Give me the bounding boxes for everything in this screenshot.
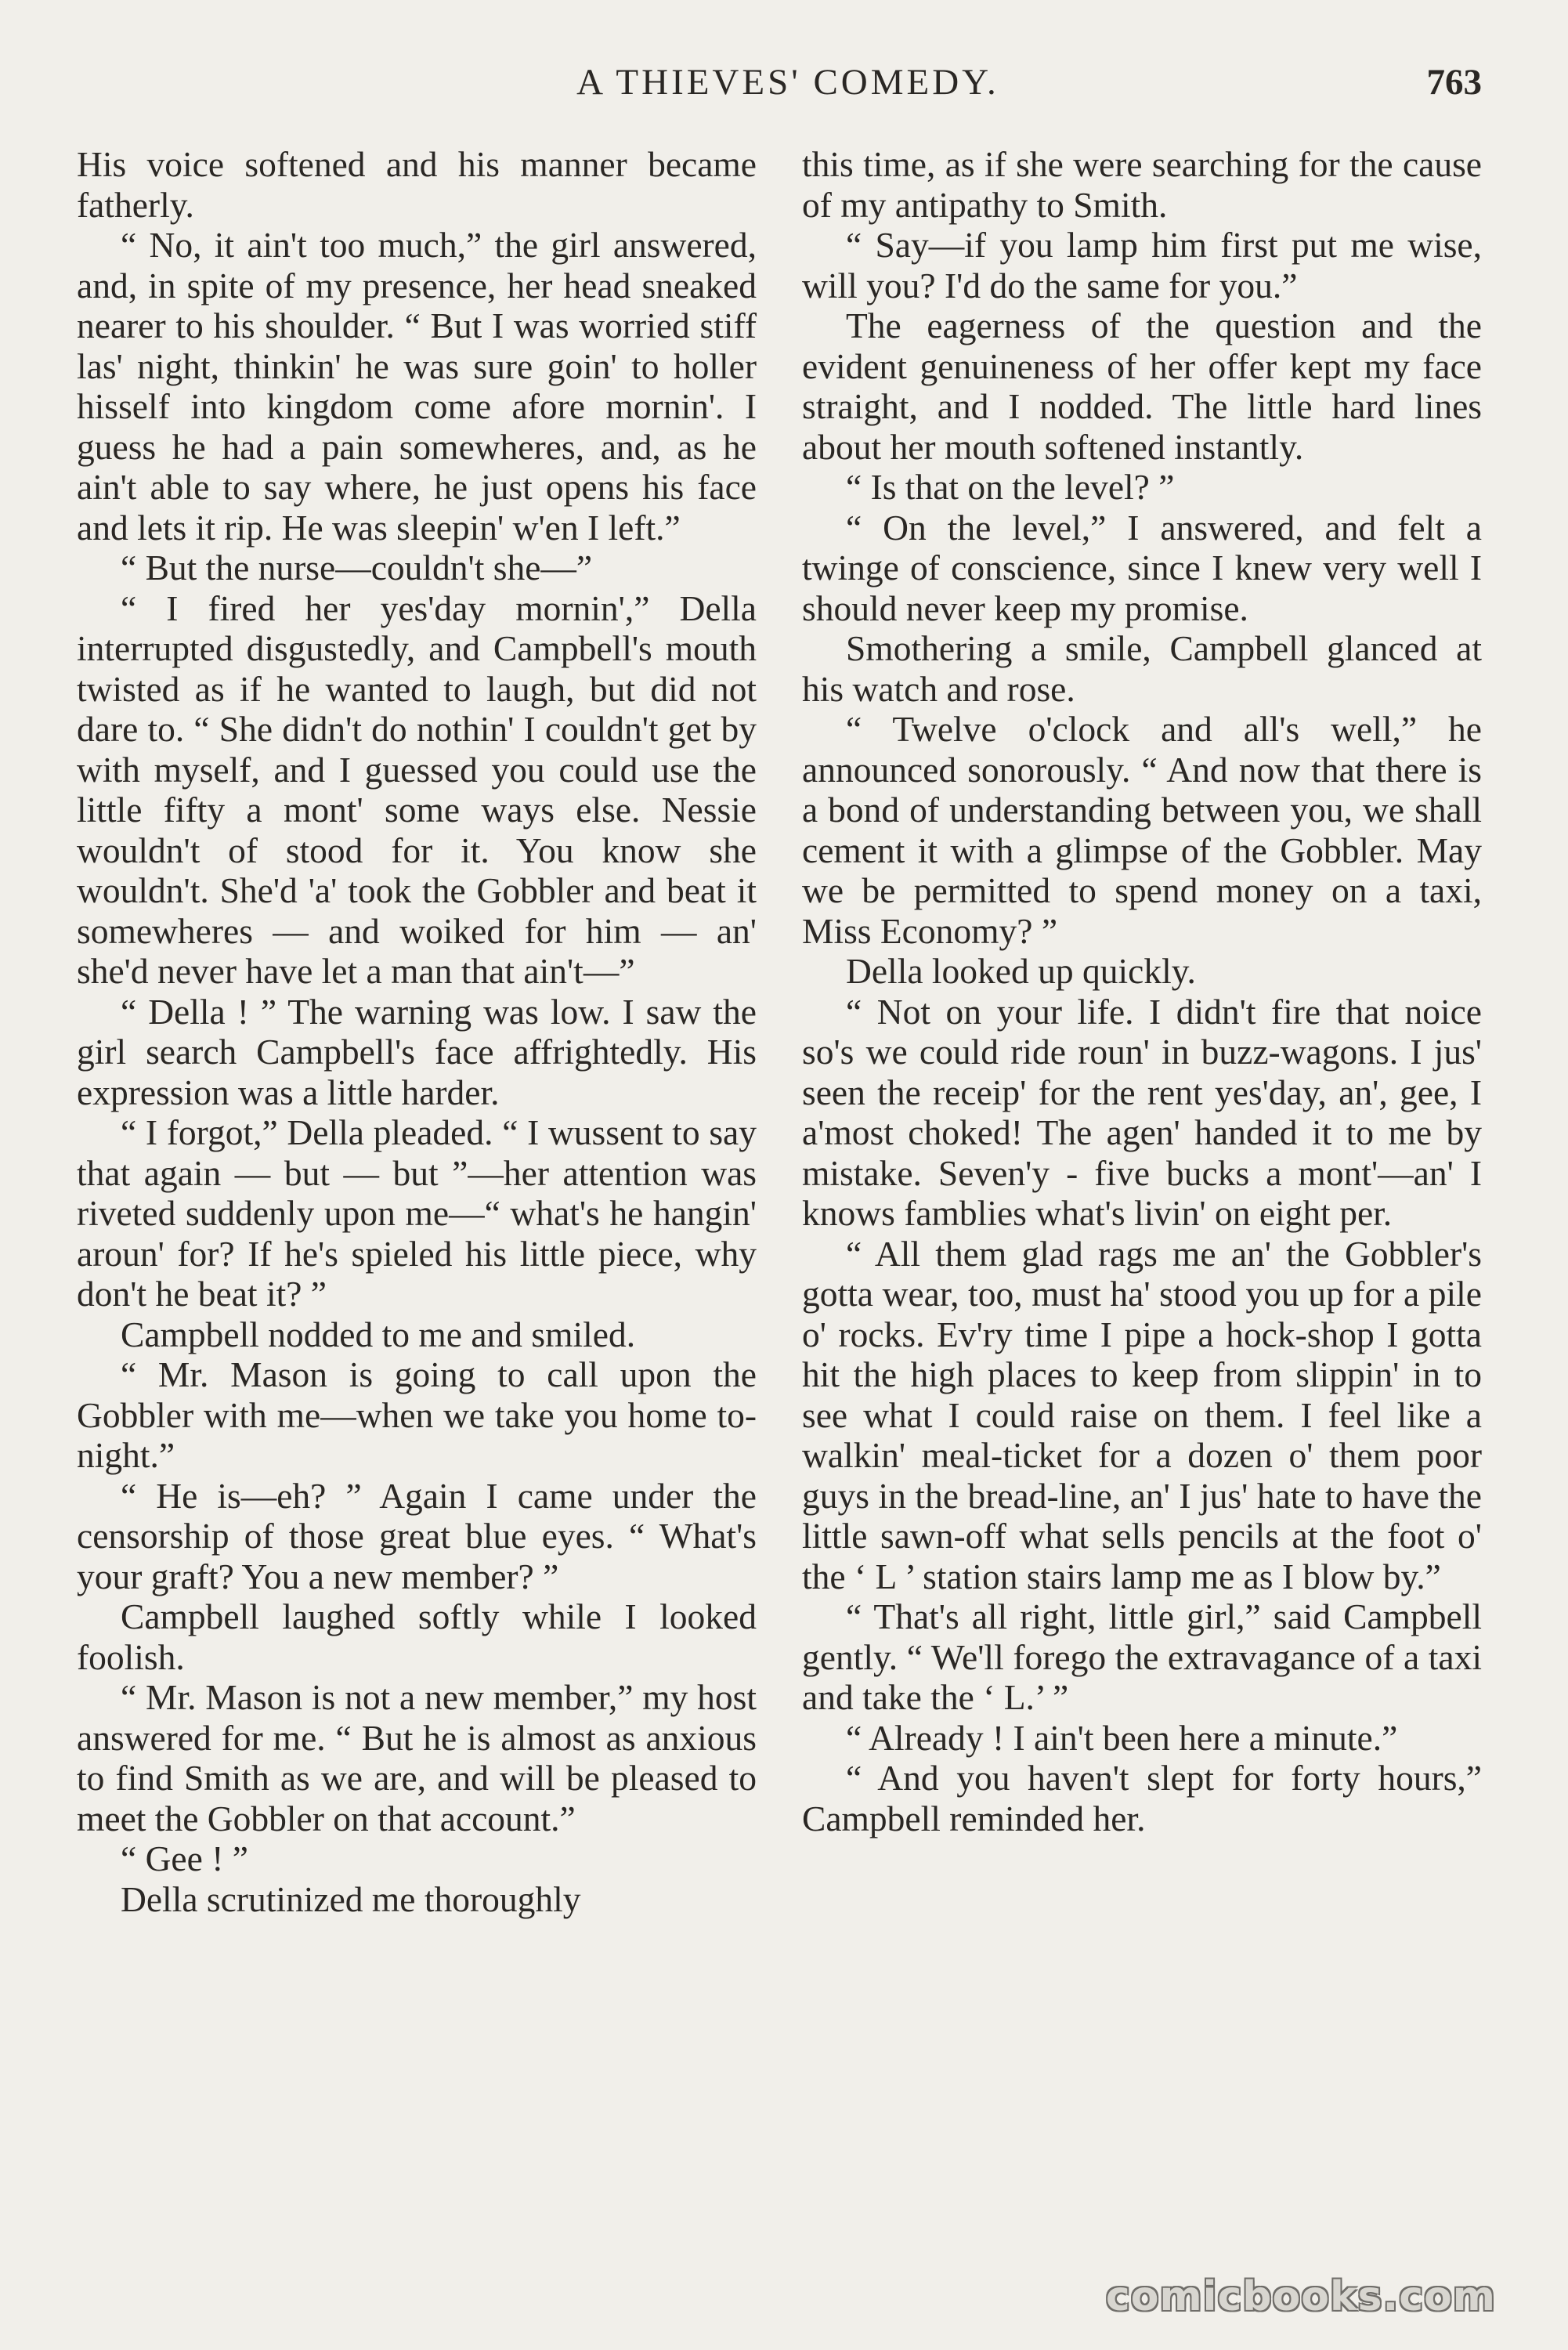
- paragraph: The eagerness of the question and the evident genuineness of her offer kept my face straight, and I nodded. The little hard lines about her mouth softened instantly.: [802, 306, 1482, 467]
- paragraph: “ Della ! ” The warning was low. I saw the girl search Campbell's face affrightedly. His expression was a little harder.: [77, 991, 757, 1112]
- paragraph: “ And you haven't slept for forty hours,” Campbell reminded her.: [802, 1758, 1482, 1838]
- paragraph: Campbell laughed softly while I looked foolish.: [77, 1596, 757, 1677]
- paragraph: “ Gee ! ”: [121, 1838, 248, 1878]
- left-text-column: [77, 144, 757, 1919]
- site-watermark: comicbooks.com: [1105, 2273, 1496, 2320]
- paragraph: “ Not on your life. I didn't fire that noice so's we could ride roun' in buzz-wagons. I jus' seen the receip' for the rent yes'day, an', gee, I a'most choked! The agen' handed it to me by mistake. Seven'y - five bucks a mont'—an' I knows famblies what's livin' on eight per.: [802, 991, 1482, 1233]
- paragraph: “ Already ! I ain't been here a minute.”: [846, 1717, 1398, 1758]
- paragraph: this time, as if she were searching for the cause of my antipathy to Smith.: [802, 144, 1482, 225]
- page-number: 763: [1426, 62, 1482, 103]
- paragraph: “ I fired her yes'day mornin',” Della interrupted disgustedly, and Campbell's mouth twisted as if he wanted to laugh, but did not dare to. “ She didn't do nothin' I couldn't get by with myself, and I guessed you could use the little fifty a mont' some ways else. Nessie wouldn't of stood for it. You know she wouldn't. She'd 'a' took the Gobbler and beat it somewheres — and woiked for him — an' she'd never have let a man that ain't—”: [77, 588, 757, 991]
- running-title: A THIEVES' COMEDY.: [576, 62, 999, 103]
- paragraph: “ Say—if you lamp him first put me wise, will you? I'd do the same for you.”: [802, 225, 1482, 306]
- paragraph: “ But the nurse—couldn't she—”: [121, 548, 593, 588]
- paragraph: “ No, it ain't too much,” the girl answered, and, in spite of my presence, her head sneaked nearer to his shoulder. “ But I was worried stiff las' night, thinkin' he was sure goin' to holler hisself into kingdom come afore mornin'. I guess he had a pain somewheres, and, as he ain't able to say where, he just opens his face and lets it rip. He was sleepin' w'en I left.”: [77, 225, 757, 548]
- paragraph: Della looked up quickly.: [846, 951, 1196, 991]
- paragraph: “ That's all right, little girl,” said Campbell gently. “ We'll forego the extravagance of a taxi and take the ‘ L.’ ”: [802, 1596, 1482, 1717]
- paragraph: Campbell nodded to me and smiled.: [121, 1314, 636, 1354]
- paragraph: “ Mr. Mason is not a new member,” my host answered for me. “ But he is almost as anxious to find Smith as we are, and will be pleased to meet the Gobbler on that account.”: [77, 1677, 757, 1838]
- paragraph: “ Mr. Mason is going to call upon the Gobbler with me—when we take you home to-night.”: [77, 1354, 757, 1475]
- paragraph: “ Twelve o'clock and all's well,” he announced sonorously. “ And now that there is a bond of understanding between you, we shall cement it with a glimpse of the Gobbler. May we be permitted to spend money on a taxi, Miss Economy? ”: [802, 709, 1482, 951]
- paragraph: “ I forgot,” Della pleaded. “ I wussent to say that again — but — but ”—her attention was riveted suddenly upon me—“ what's he hangin' aroun' for? If he's spieled his little piece, why don't he beat it? ”: [77, 1112, 757, 1314]
- paragraph: His voice softened and his manner became fatherly.: [77, 144, 757, 225]
- paragraph: Della scrutinized me thoroughly: [121, 1878, 581, 1919]
- right-text-column: [802, 144, 1482, 1838]
- paragraph: “ On the level,” I answered, and felt a twinge of conscience, since I knew very well I should never keep my promise.: [802, 507, 1482, 628]
- paragraph: “ He is—eh? ” Again I came under the censorship of those great blue eyes. “ What's your graft? You a new member? ”: [77, 1475, 757, 1596]
- paragraph: “ All them glad rags me an' the Gobbler's gotta wear, too, must ha' stood you up for a pile o' rocks. Ev'ry time I pipe a hock-shop I gotta hit the high places to keep from slippin' in to see what I could raise on them. I feel like a walkin' meal-ticket for a dozen o' them poor guys in the bread-line, an' I jus' hate to have the little sawn-off what sells pencils at the foot o' the ‘ L ’ station stairs lamp me as I blow by.”: [802, 1233, 1482, 1596]
- paragraph: Smothering a smile, Campbell glanced at his watch and rose.: [802, 628, 1482, 709]
- paragraph: “ Is that on the level? ”: [846, 467, 1175, 507]
- running-head: [94, 61, 1482, 116]
